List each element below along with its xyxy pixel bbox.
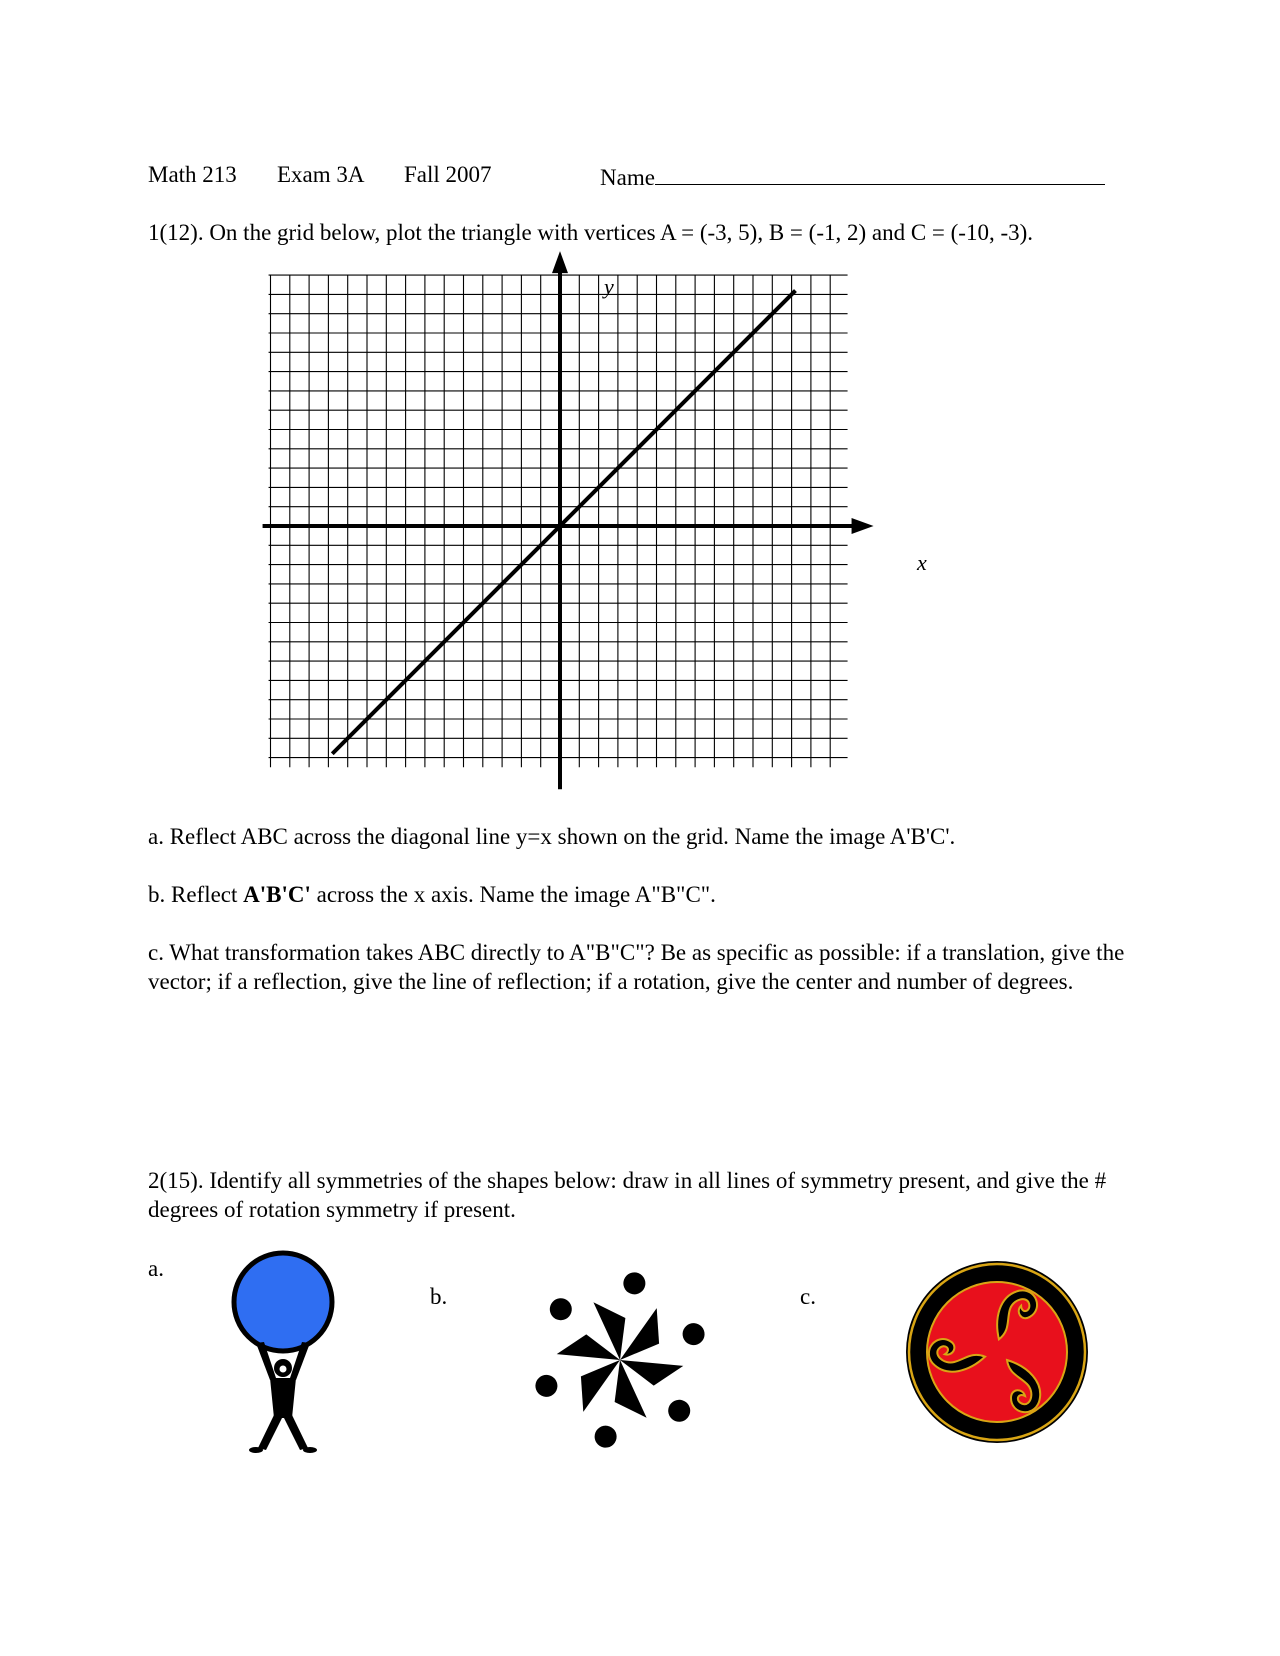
pinwheel-dot (547, 1295, 575, 1323)
pinwheel-dot (593, 1424, 619, 1450)
name-label: Name (600, 165, 655, 190)
pinwheel-dot (665, 1397, 693, 1425)
pinwheel-dot (531, 1370, 562, 1401)
q1-part-a: a. Reflect ABC across the diagonal line y=x shown on the grid. Name the image A'B'C'. (148, 824, 956, 849)
shape-c-label: c. (800, 1284, 816, 1309)
name-blank[interactable] (655, 162, 1105, 185)
q1-part-b (148, 882, 716, 908)
course-title: Math 213 (148, 162, 237, 187)
shape-c-emblem (902, 1257, 1092, 1447)
q1-part-b-suffix: across the x axis. Name the image A"B"C". (310, 882, 716, 907)
pinwheel-dot (621, 1270, 647, 1296)
pinwheel-dot (678, 1319, 709, 1350)
q1-part-b-bold: A'B'C' (243, 882, 311, 907)
shape-b-label: b. (430, 1284, 448, 1309)
x-axis-arrowhead (852, 518, 874, 534)
exam-title: Exam 3A (277, 162, 365, 187)
shape-a-ball-figure (228, 1250, 348, 1460)
term: Fall 2007 (404, 162, 492, 187)
line-y-equals-x (332, 291, 795, 754)
q1-part-b-prefix: b. Reflect (148, 882, 244, 907)
y-axis-arrowhead (552, 251, 568, 273)
name-field[interactable] (600, 162, 1105, 191)
shape-b-pinwheel (520, 1260, 720, 1460)
q1-prompt: 1(12). On the grid below, plot the triangle with vertices A = (-3, 5), B = (-1, 2) and C = (-10, -3). (148, 220, 1034, 245)
x-axis-label: x (917, 550, 927, 575)
blue-ball (234, 1253, 332, 1351)
q1-part-c: c. What transformation takes ABC directly to A"B"C"? Be as specific as possible: if a translation, give the vector; if a reflection, give the line of reflection; if a rotation, give the center and number of degrees. (148, 940, 1125, 994)
q2-prompt: 2(15). Identify all symmetries of the shapes below: draw in all lines of symmetry present, and give the # degrees of rotation symmetry if present. (148, 1168, 1107, 1222)
shape-a-label: a. (148, 1256, 164, 1281)
y-axis-label: y (604, 274, 614, 299)
coordinate-grid[interactable] (280, 272, 960, 812)
